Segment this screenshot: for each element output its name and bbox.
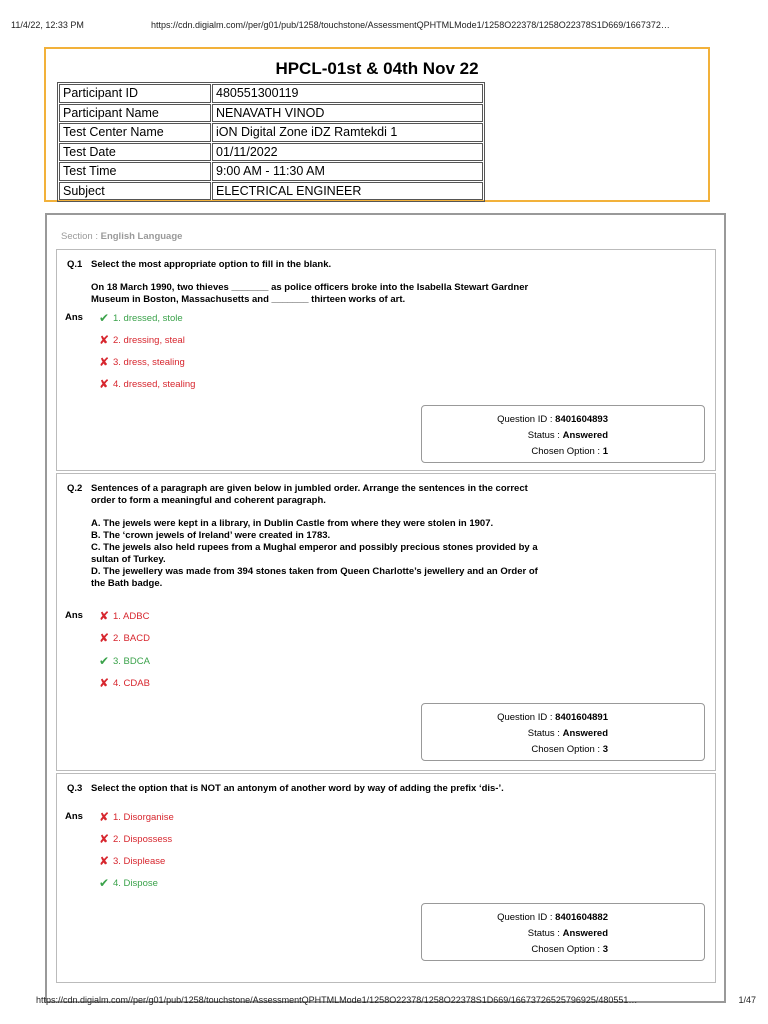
info-label: Subject bbox=[59, 182, 211, 201]
option-text: 4. Dispose bbox=[113, 878, 158, 889]
check-icon: ✔ bbox=[99, 876, 110, 890]
cross-icon: ✘ bbox=[99, 854, 110, 868]
option-4 bbox=[99, 377, 195, 391]
option-3 bbox=[99, 854, 165, 868]
question-meta bbox=[421, 405, 705, 463]
status-row bbox=[422, 430, 608, 441]
question-id-row bbox=[422, 712, 608, 723]
info-row bbox=[59, 143, 483, 162]
question-line: Select the most appropriate option to fill in the blank. bbox=[91, 259, 332, 270]
info-label: Test Center Name bbox=[59, 123, 211, 142]
option-1 bbox=[99, 311, 183, 325]
chosen-option-label: Chosen Option : bbox=[531, 446, 603, 457]
chosen-option: 3 bbox=[602, 944, 608, 955]
check-icon: ✔ bbox=[99, 311, 110, 325]
question-line: C. The jewels also held rupees from a Mughal emperor and possibly precious stones provided by a sultan of Turkey. bbox=[91, 542, 538, 565]
option-2 bbox=[99, 333, 185, 347]
option-4 bbox=[99, 676, 150, 690]
status-value: Answered bbox=[562, 928, 608, 939]
cross-icon: ✘ bbox=[99, 609, 110, 623]
print-timestamp: 11/4/22, 12:33 PM bbox=[11, 20, 84, 30]
info-value: 480551300119 bbox=[212, 84, 483, 103]
question-line: B. The ‘crown jewels of Ireland’ were created in 1783. bbox=[91, 530, 331, 541]
info-label: Participant Name bbox=[59, 104, 211, 123]
option-text: 4. dressed, stealing bbox=[113, 379, 196, 390]
question-id: 8401604882 bbox=[555, 912, 608, 923]
print-header bbox=[0, 0, 768, 30]
print-url: https://cdn.digialm.com//per/g01/pub/1258/touchstone/AssessmentQPHTMLMode1/1258O22378/1258O22378S1D669/1667372… bbox=[151, 20, 670, 30]
question-id-label: Question ID : bbox=[497, 414, 556, 425]
chosen-option-label: Chosen Option : bbox=[531, 744, 603, 755]
info-row bbox=[59, 104, 483, 123]
question-text bbox=[91, 259, 551, 306]
info-label: Test Date bbox=[59, 143, 211, 162]
footer-url: https://cdn.digialm.com//per/g01/pub/1258/touchstone/AssessmentQPHTMLMode1/1258O22378/1258O22378S1D669/16673726525796925/480551… bbox=[36, 995, 638, 1005]
chosen-option-row bbox=[422, 744, 608, 755]
option-4 bbox=[99, 876, 158, 890]
chosen-option: 1 bbox=[602, 446, 608, 457]
option-2 bbox=[99, 832, 172, 846]
option-3 bbox=[99, 654, 150, 668]
option-text: 1. dressed, stole bbox=[113, 313, 183, 324]
question-line: A. The jewels were kept in a library, in Dublin Castle from where they were stolen in 1907. bbox=[91, 518, 494, 529]
question-id-label: Question ID : bbox=[497, 912, 556, 923]
option-text: 4. CDAB bbox=[113, 678, 150, 689]
status-row bbox=[422, 728, 608, 739]
section-name: English Language bbox=[100, 231, 183, 242]
participant-info-table bbox=[57, 82, 485, 202]
info-value: ELECTRICAL ENGINEER bbox=[212, 182, 483, 201]
option-1 bbox=[99, 810, 174, 824]
question-line bbox=[91, 507, 551, 518]
question-line: On 18 March 1990, two thieves _______ as police officers broke into the Isabella Stewart Gardner Museum in Boston, Massachusetts and _______ thirteen works of art. bbox=[91, 282, 529, 305]
info-value: iON Digital Zone iDZ Ramtekdi 1 bbox=[212, 123, 483, 142]
exam-title: HPCL-01st & 04th Nov 22 bbox=[275, 59, 479, 78]
option-text: 1. ADBC bbox=[113, 611, 150, 622]
info-row bbox=[59, 123, 483, 142]
status-label: Status : bbox=[527, 728, 563, 739]
question-line bbox=[91, 271, 551, 282]
status-label: Status : bbox=[527, 430, 563, 441]
chosen-option-row bbox=[422, 944, 608, 955]
option-1 bbox=[99, 609, 149, 623]
info-value: NENAVATH VINOD bbox=[212, 104, 483, 123]
option-3 bbox=[99, 355, 185, 369]
question-line: D. The jewellery was made from 394 stones taken from Queen Charlotte’s jewellery and an Order of the Bath badge. bbox=[91, 566, 538, 589]
status-value: Answered bbox=[562, 430, 608, 441]
question-id-row bbox=[422, 912, 608, 923]
status-label: Status : bbox=[527, 928, 563, 939]
question-line: Sentences of a paragraph are given below in jumbled order. Arrange the sentences in the correct order to form a meaningful and coherent paragraph. bbox=[91, 483, 528, 506]
chosen-option: 3 bbox=[602, 744, 608, 755]
option-text: 3. Displease bbox=[113, 856, 166, 867]
question-number: Q.3 bbox=[67, 783, 83, 794]
question-meta bbox=[421, 703, 705, 761]
question-card-1 bbox=[56, 249, 716, 471]
chosen-option-label: Chosen Option : bbox=[531, 944, 603, 955]
question-line: Select the option that is NOT an antonym of another word by way of adding the prefix ‘dis-’. bbox=[91, 783, 504, 794]
info-row bbox=[59, 84, 483, 103]
cross-icon: ✘ bbox=[99, 832, 110, 846]
question-card-2 bbox=[56, 473, 716, 771]
chosen-option-row bbox=[422, 446, 608, 457]
option-2 bbox=[99, 631, 150, 645]
option-text: 2. Dispossess bbox=[113, 834, 173, 845]
check-icon: ✔ bbox=[99, 654, 110, 668]
participant-info-box bbox=[44, 47, 710, 202]
question-text bbox=[91, 783, 551, 795]
cross-icon: ✘ bbox=[99, 676, 110, 690]
info-label: Test Time bbox=[59, 162, 211, 181]
page-number: 1/47 bbox=[738, 995, 756, 1005]
option-text: 3. dress, stealing bbox=[113, 357, 185, 368]
cross-icon: ✘ bbox=[99, 810, 110, 824]
cross-icon: ✘ bbox=[99, 377, 110, 391]
question-number: Q.1 bbox=[67, 259, 83, 270]
cross-icon: ✘ bbox=[99, 333, 110, 347]
question-id-row bbox=[422, 414, 608, 425]
section-label bbox=[61, 231, 182, 242]
option-text: 2. BACD bbox=[113, 633, 150, 644]
question-card-3 bbox=[56, 773, 716, 983]
cross-icon: ✘ bbox=[99, 631, 110, 645]
option-text: 1. Disorganise bbox=[113, 812, 174, 823]
question-id-label: Question ID : bbox=[497, 712, 556, 723]
option-text: 3. BDCA bbox=[113, 656, 150, 667]
section-prefix: Section : bbox=[61, 231, 101, 242]
info-row bbox=[59, 182, 483, 201]
answer-label: Ans bbox=[65, 811, 83, 822]
print-footer bbox=[0, 995, 768, 1015]
question-meta bbox=[421, 903, 705, 961]
question-panel bbox=[45, 213, 726, 1003]
question-id: 8401604893 bbox=[555, 414, 608, 425]
answer-label: Ans bbox=[65, 312, 83, 323]
question-text bbox=[91, 483, 551, 590]
answer-label: Ans bbox=[65, 610, 83, 621]
question-id: 8401604891 bbox=[555, 712, 608, 723]
info-row bbox=[59, 162, 483, 181]
option-text: 2. dressing, steal bbox=[113, 335, 185, 346]
info-value: 9:00 AM - 11:30 AM bbox=[212, 162, 483, 181]
cross-icon: ✘ bbox=[99, 355, 110, 369]
status-value: Answered bbox=[562, 728, 608, 739]
info-label: Participant ID bbox=[59, 84, 211, 103]
status-row bbox=[422, 928, 608, 939]
info-value: 01/11/2022 bbox=[212, 143, 483, 162]
question-number: Q.2 bbox=[67, 483, 83, 494]
